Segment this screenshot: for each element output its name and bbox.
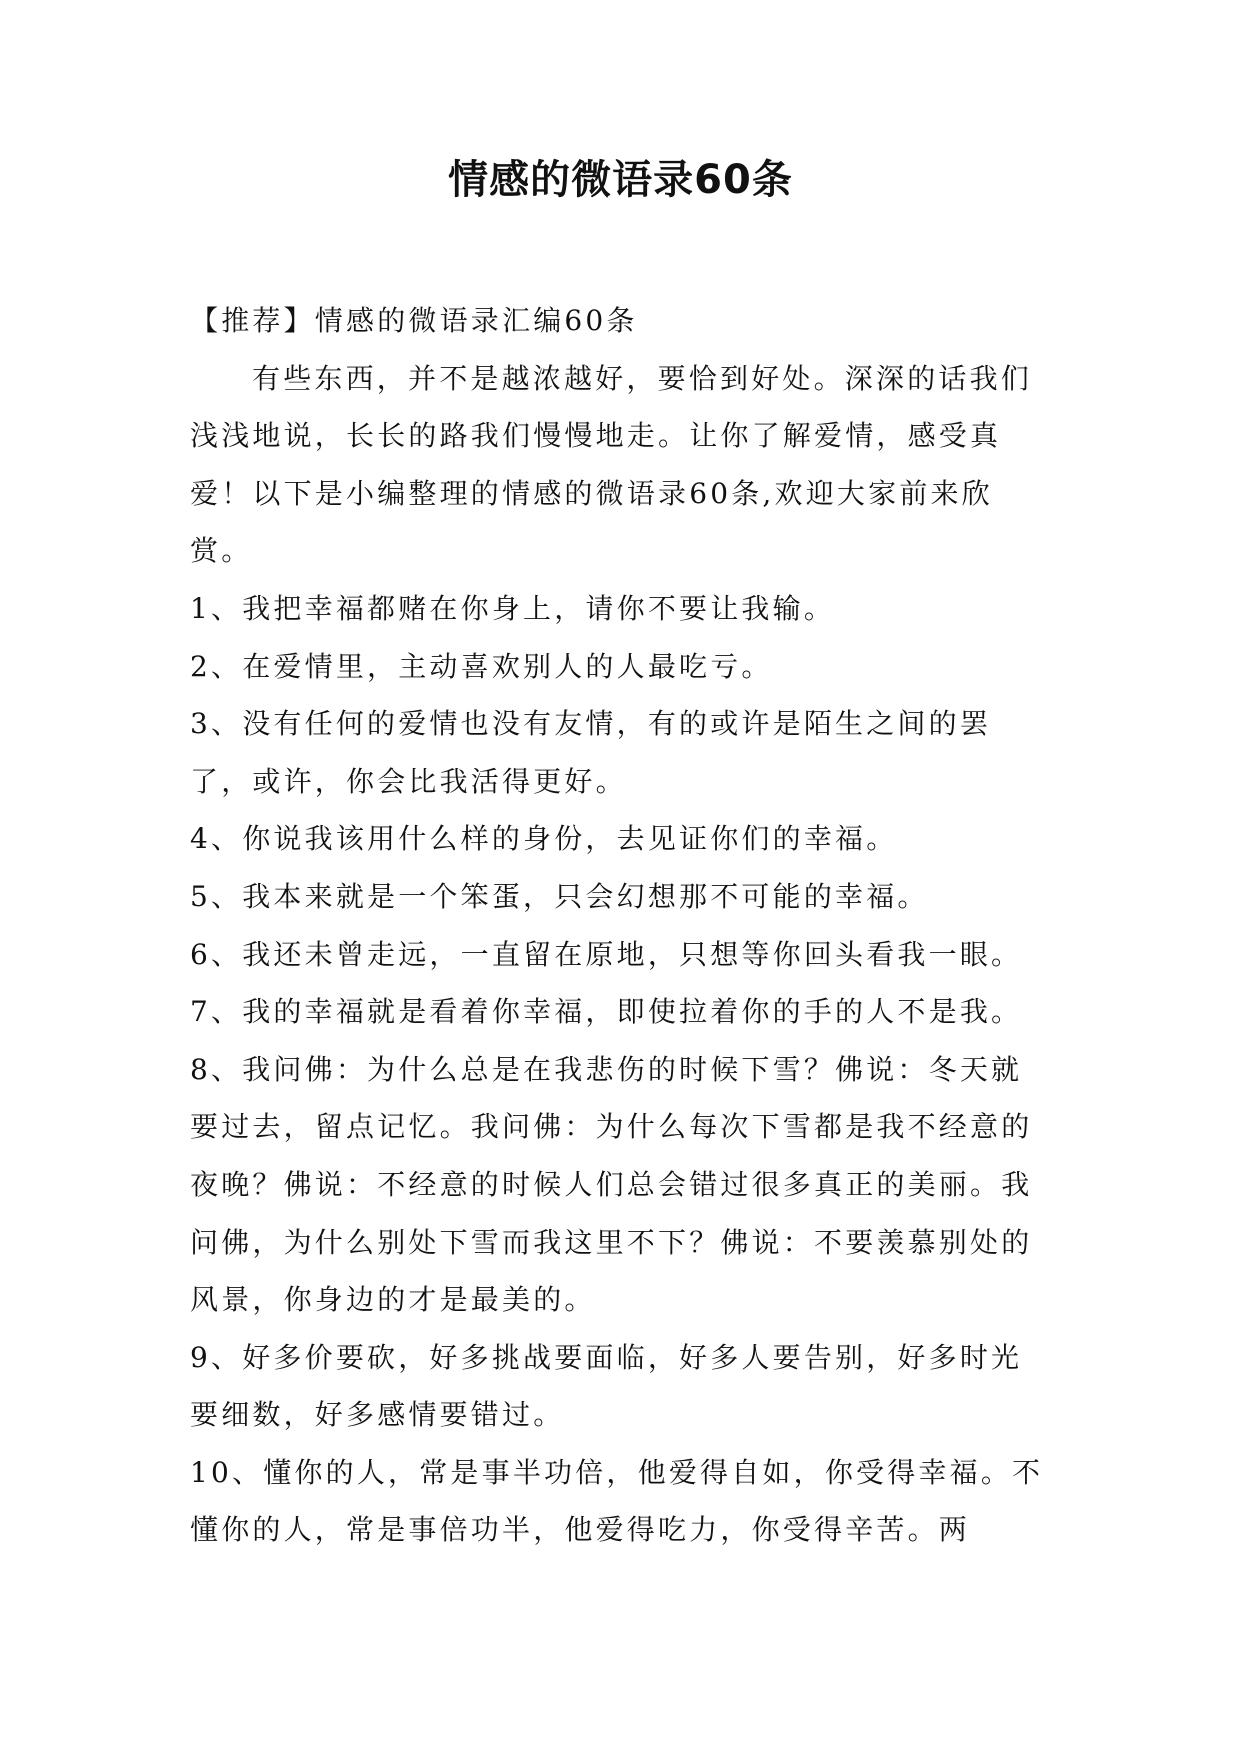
quote-item-5: 5、我本来就是一个笨蛋，只会幻想那不可能的幸福。	[190, 879, 929, 913]
quote-item-9: 9、好多价要砍，好多挑战要面临，好多人要告别，好多时光要细数，好多感情要错过。	[190, 1340, 1023, 1432]
document-body	[190, 292, 1052, 1559]
quote-item-6: 6、我还未曾走远，一直留在原地，只想等你回头看我一眼。	[190, 937, 1023, 971]
quote-item-2: 2、在爱情里，主动喜欢别人的人最吃亏。	[190, 649, 773, 683]
quote-item-1: 1、我把幸福都赌在你身上，请你不要让我输。	[190, 591, 836, 625]
quote-item-8: 8、我问佛：为什么总是在我悲伤的时候下雪？佛说：冬天就要过去，留点记忆。我问佛：为什么每次下雪都是我不经意的夜晚？佛说：不经意的时候人们总会错过很多真正的美丽。我问佛，为什么别处下雪而我这里不下？佛说：不要羡慕别处的风景，你身边的才是最美的。	[190, 1052, 1033, 1317]
quote-item-10: 10、懂你的人，常是事半功倍，他爱得自如，你受得幸福。不懂你的人，常是事倍功半，他爱得吃力，你受得辛苦。两	[190, 1455, 1044, 1547]
page-title: 情感的微语录60条	[448, 157, 793, 203]
subtitle: 【推荐】情感的微语录汇编60条	[190, 304, 638, 337]
quote-item-7: 7、我的幸福就是看着你幸福，即使拉着你的手的人不是我。	[190, 995, 1023, 1029]
quote-item-4: 4、你说我该用什么样的身份，去见证你们的幸福。	[190, 822, 898, 856]
intro-paragraph: 有些东西，并不是越浓越好，要恰到好处。深深的话我们浅浅地说，长长的路我们慢慢地走。让你了解爱情，感受真爱！以下是小编整理的情感的微语录60条,欢迎大家前来欣赏。	[190, 361, 1033, 568]
quote-item-3: 3、没有任何的爱情也没有友情，有的或许是陌生之间的罢了，或许，你会比我活得更好。	[190, 707, 992, 798]
